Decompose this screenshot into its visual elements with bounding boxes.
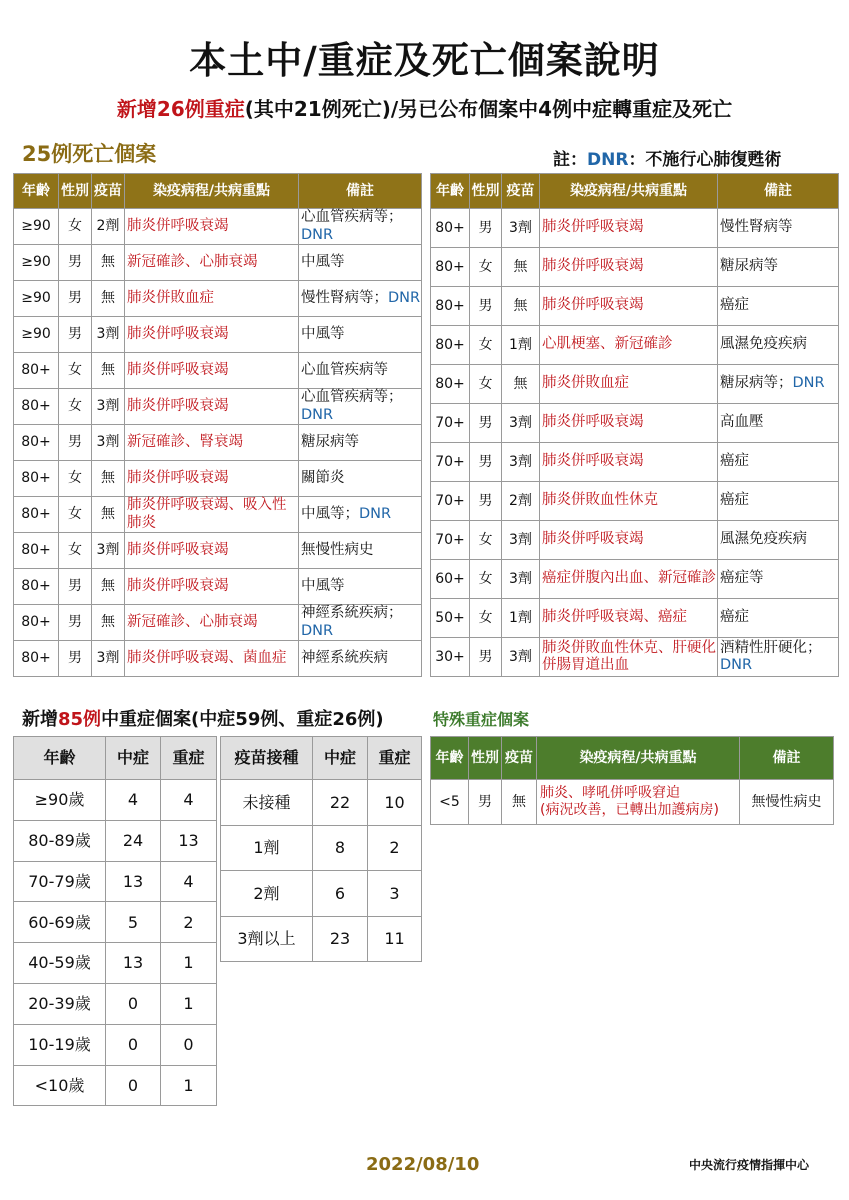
remark-cell bbox=[299, 353, 422, 389]
table-row bbox=[14, 425, 422, 461]
remark-cell: 無慢性病史 bbox=[740, 780, 834, 825]
vaccine-cell: 無 bbox=[502, 248, 540, 287]
vaccine-table-header bbox=[221, 737, 422, 780]
remark-cell bbox=[299, 569, 422, 605]
table-row bbox=[14, 389, 422, 425]
remark-text: 癌症 bbox=[720, 492, 749, 509]
death-section-title: 25例死亡個案 bbox=[22, 142, 157, 166]
column-header: 年齡 bbox=[14, 174, 59, 209]
vaccine-cell: 3劑 bbox=[502, 209, 540, 248]
table-row bbox=[431, 248, 839, 287]
remark-cell bbox=[299, 317, 422, 353]
moderate-count: 5 bbox=[106, 902, 161, 943]
subtitle-rest: (其中21例死亡)/另已公布個案中4例中症轉重症及死亡 bbox=[244, 97, 733, 121]
column-header: 重症 bbox=[368, 737, 422, 780]
table-row bbox=[14, 861, 217, 902]
table-row bbox=[431, 209, 839, 248]
remark-cell bbox=[718, 599, 839, 638]
column-header: 染疫病程/共病重點 bbox=[125, 174, 299, 209]
moderate-count: 13 bbox=[106, 861, 161, 902]
condition-cell: 肺炎併呼吸衰竭 bbox=[540, 287, 718, 326]
remark-cell bbox=[718, 248, 839, 287]
dnr-tag: DNR bbox=[792, 375, 825, 392]
row-label: 40-59歲 bbox=[14, 943, 106, 984]
column-header: 疫苗 bbox=[502, 737, 537, 780]
condition-cell: 肺炎併呼吸衰竭 bbox=[125, 353, 299, 389]
special-table-header bbox=[431, 737, 834, 780]
condition-cell: 肺炎併敗血症 bbox=[540, 365, 718, 404]
age-cell: 80+ bbox=[431, 248, 470, 287]
age-cell: ≥90 bbox=[14, 281, 59, 317]
table-row bbox=[431, 482, 839, 521]
remark-text: 糖尿病等 bbox=[720, 258, 778, 275]
subtitle-highlight: 新增26例重症 bbox=[116, 97, 245, 121]
severe-count: 2 bbox=[368, 825, 422, 871]
dnr-note bbox=[553, 145, 781, 170]
condition-cell: 肺炎併呼吸衰竭 bbox=[125, 569, 299, 605]
remark-text: 風濕免疫疾病 bbox=[720, 336, 807, 353]
table-row bbox=[14, 780, 217, 821]
age-cell: ≥90 bbox=[14, 317, 59, 353]
age-cell: 70+ bbox=[431, 482, 470, 521]
remark-cell bbox=[718, 521, 839, 560]
table-row bbox=[14, 569, 422, 605]
condition-cell: 肺炎併呼吸衰竭 bbox=[540, 404, 718, 443]
moderate-count: 0 bbox=[106, 983, 161, 1024]
sex-cell: 女 bbox=[59, 209, 92, 245]
condition-cell: 肺炎併敗血性休克、肝硬化併腸胃道出血 bbox=[540, 638, 718, 677]
vaccine-cell: 3劑 bbox=[92, 389, 125, 425]
table-row bbox=[221, 780, 422, 826]
death-table-left bbox=[13, 173, 422, 677]
severe-count: 11 bbox=[368, 916, 422, 962]
column-header: 中症 bbox=[313, 737, 368, 780]
sex-cell: 女 bbox=[470, 365, 502, 404]
remark-cell bbox=[718, 287, 839, 326]
table-row bbox=[221, 871, 422, 917]
remark-cell bbox=[299, 641, 422, 677]
vaccine-cell: 無 bbox=[92, 461, 125, 497]
sex-cell: 女 bbox=[470, 248, 502, 287]
severe-count: 3 bbox=[368, 871, 422, 917]
sex-cell: 男 bbox=[470, 482, 502, 521]
row-label: 20-39歲 bbox=[14, 983, 106, 1024]
sex-cell: 女 bbox=[59, 461, 92, 497]
remark-cell bbox=[299, 605, 422, 641]
dnr-tag: DNR bbox=[388, 289, 421, 306]
remark-cell bbox=[299, 209, 422, 245]
table-row bbox=[14, 902, 217, 943]
moderate-count: 23 bbox=[313, 916, 368, 962]
remark-cell bbox=[718, 209, 839, 248]
vaccine-cell: 1劑 bbox=[502, 599, 540, 638]
dnr-tag: DNR bbox=[301, 226, 334, 243]
column-header: 疫苗 bbox=[92, 174, 125, 209]
remark-cell bbox=[299, 533, 422, 569]
sex-cell: 男 bbox=[470, 287, 502, 326]
vaccine-cell: 3劑 bbox=[502, 404, 540, 443]
age-cell: <5 bbox=[431, 780, 469, 825]
dnr-tag: DNR bbox=[359, 505, 392, 522]
moderate-count: 22 bbox=[313, 780, 368, 826]
sex-cell: 男 bbox=[59, 317, 92, 353]
vaccine-cell: 3劑 bbox=[92, 317, 125, 353]
column-header: 備註 bbox=[740, 737, 834, 780]
age-cell: 80+ bbox=[14, 425, 59, 461]
age-cell: 80+ bbox=[431, 287, 470, 326]
row-label: 10-19歲 bbox=[14, 1024, 106, 1065]
condition-cell: 肺炎併呼吸衰竭 bbox=[125, 533, 299, 569]
remark-cell bbox=[299, 425, 422, 461]
vaccine-cell: 無 bbox=[502, 780, 537, 825]
condition-cell: 肺炎併呼吸衰竭、菌血症 bbox=[125, 641, 299, 677]
vaccine-cell: 無 bbox=[92, 281, 125, 317]
remark-text: 癌症 bbox=[720, 453, 749, 470]
row-label: 60-69歲 bbox=[14, 902, 106, 943]
severe-count: 4 bbox=[161, 861, 217, 902]
age-cell: 30+ bbox=[431, 638, 470, 677]
remark-text: 癌症 bbox=[720, 297, 749, 314]
sex-cell: 男 bbox=[470, 443, 502, 482]
summary-count: 85例 bbox=[58, 709, 102, 730]
dnr-tag: DNR bbox=[720, 657, 753, 673]
severe-count: 2 bbox=[161, 902, 217, 943]
condition-cell: 肺炎併呼吸衰竭 bbox=[540, 443, 718, 482]
table-row bbox=[431, 780, 834, 825]
column-header: 染疫病程/共病重點 bbox=[540, 174, 718, 209]
vaccine-cell: 無 bbox=[502, 365, 540, 404]
vaccine-table bbox=[220, 736, 422, 962]
remark-cell bbox=[299, 497, 422, 533]
sex-cell: 女 bbox=[470, 326, 502, 365]
table-row bbox=[431, 404, 839, 443]
moderate-count: 13 bbox=[106, 943, 161, 984]
severe-count: 10 bbox=[368, 780, 422, 826]
age-cell: 80+ bbox=[431, 365, 470, 404]
severe-count: 0 bbox=[161, 1024, 217, 1065]
vaccine-cell: 3劑 bbox=[502, 560, 540, 599]
note-text: ：不施行心肺復甦術 bbox=[628, 150, 782, 170]
column-header: 備註 bbox=[299, 174, 422, 209]
condition-cell: 肺炎併呼吸衰竭 bbox=[125, 461, 299, 497]
organization-name: 中央流行疫情指揮中心 bbox=[689, 1158, 810, 1172]
condition-cell: 肺炎併呼吸衰竭 bbox=[540, 521, 718, 560]
condition-cell: 癌症併腹內出血、新冠確診 bbox=[540, 560, 718, 599]
age-cell: 80+ bbox=[14, 353, 59, 389]
note-dnr: DNR bbox=[587, 150, 629, 170]
severe-count: 1 bbox=[161, 983, 217, 1024]
condition-cell: 肺炎併呼吸衰竭、吸入性肺炎 bbox=[125, 497, 299, 533]
column-header: 疫苗接種 bbox=[221, 737, 313, 780]
row-label: ≥90歲 bbox=[14, 780, 106, 821]
sex-cell: 男 bbox=[59, 425, 92, 461]
remark-cell bbox=[718, 638, 839, 677]
sex-cell: 男 bbox=[470, 209, 502, 248]
sex-cell: 女 bbox=[470, 521, 502, 560]
column-header: 性別 bbox=[470, 174, 502, 209]
remark-text: 關節炎 bbox=[301, 469, 345, 486]
table-row bbox=[431, 326, 839, 365]
age-cell: 80+ bbox=[14, 461, 59, 497]
remark-cell bbox=[718, 482, 839, 521]
remark-text: 中風等 bbox=[301, 325, 345, 342]
table-row bbox=[431, 521, 839, 560]
row-label: 80-89歲 bbox=[14, 820, 106, 861]
severe-count: 13 bbox=[161, 820, 217, 861]
remark-cell bbox=[299, 281, 422, 317]
column-header: 備註 bbox=[718, 174, 839, 209]
sex-cell: 男 bbox=[59, 641, 92, 677]
table-row bbox=[221, 825, 422, 871]
death-table-header bbox=[431, 174, 839, 209]
column-header: 中症 bbox=[106, 737, 161, 780]
table-row bbox=[14, 820, 217, 861]
column-header: 性別 bbox=[469, 737, 502, 780]
moderate-count: 6 bbox=[313, 871, 368, 917]
table-row bbox=[431, 287, 839, 326]
dnr-tag: DNR bbox=[301, 622, 334, 639]
report-date: 2022/08/10 bbox=[366, 1154, 480, 1175]
vaccine-cell: 無 bbox=[92, 605, 125, 641]
condition-cell: 肺炎併敗血症 bbox=[125, 281, 299, 317]
table-row bbox=[431, 560, 839, 599]
remark-cell bbox=[718, 326, 839, 365]
moderate-count: 4 bbox=[106, 780, 161, 821]
condition-cell: 新冠確診、心肺衰竭 bbox=[125, 245, 299, 281]
remark-text: 心血管疾病等； bbox=[301, 209, 403, 226]
moderate-count: 8 bbox=[313, 825, 368, 871]
condition-note: (病況改善，已轉出加護病房) bbox=[540, 802, 719, 818]
condition-cell: 肺炎併呼吸衰竭 bbox=[540, 248, 718, 287]
vaccine-cell: 3劑 bbox=[502, 443, 540, 482]
vaccine-cell: 2劑 bbox=[502, 482, 540, 521]
moderate-count: 0 bbox=[106, 1024, 161, 1065]
age-cell: 60+ bbox=[431, 560, 470, 599]
table-row bbox=[221, 916, 422, 962]
page-subtitle bbox=[0, 93, 849, 122]
column-header: 重症 bbox=[161, 737, 217, 780]
remark-text: 神經系統疾病 bbox=[301, 649, 388, 666]
age-cell: 50+ bbox=[431, 599, 470, 638]
death-table-right bbox=[430, 173, 839, 677]
table-row bbox=[14, 281, 422, 317]
age-table-header bbox=[14, 737, 217, 780]
remark-cell bbox=[718, 560, 839, 599]
remark-text: 糖尿病等； bbox=[720, 375, 793, 392]
table-row bbox=[431, 365, 839, 404]
sex-cell: 男 bbox=[59, 605, 92, 641]
age-cell: 70+ bbox=[431, 521, 470, 560]
vaccine-cell: 2劑 bbox=[92, 209, 125, 245]
sex-cell: 女 bbox=[59, 353, 92, 389]
remark-text: 心血管疾病等； bbox=[301, 389, 403, 406]
vaccine-cell: 無 bbox=[92, 245, 125, 281]
remark-text: 酒精性肝硬化； bbox=[720, 639, 822, 656]
moderate-count: 0 bbox=[106, 1065, 161, 1106]
column-header: 年齡 bbox=[14, 737, 106, 780]
remark-text: 癌症 bbox=[720, 609, 749, 626]
column-header: 性別 bbox=[59, 174, 92, 209]
row-label: 3劑以上 bbox=[221, 916, 313, 962]
dnr-tag: DNR bbox=[301, 406, 334, 423]
table-row bbox=[14, 209, 422, 245]
remark-text: 中風等 bbox=[301, 253, 345, 270]
table-row bbox=[14, 245, 422, 281]
condition-cell: 心肌梗塞、新冠確診 bbox=[540, 326, 718, 365]
table-row bbox=[431, 638, 839, 677]
condition-cell: 肺炎併呼吸衰竭 bbox=[125, 209, 299, 245]
sex-cell: 男 bbox=[59, 569, 92, 605]
remark-text: 無慢性病史 bbox=[301, 541, 374, 558]
remark-cell bbox=[718, 365, 839, 404]
condition-cell: 肺炎併敗血性休克 bbox=[540, 482, 718, 521]
death-table-header bbox=[14, 174, 422, 209]
sex-cell: 男 bbox=[469, 780, 502, 825]
vaccine-cell: 無 bbox=[92, 569, 125, 605]
table-row bbox=[431, 443, 839, 482]
condition-cell: 肺炎併呼吸衰竭、癌症 bbox=[540, 599, 718, 638]
column-header: 染疫病程/共病重點 bbox=[537, 737, 740, 780]
remark-text: 心血管疾病等 bbox=[301, 361, 388, 378]
sex-cell: 男 bbox=[59, 245, 92, 281]
vaccine-cell: 無 bbox=[92, 353, 125, 389]
page-title: 本土中/重症及死亡個案說明 bbox=[189, 39, 660, 82]
sex-cell: 男 bbox=[59, 281, 92, 317]
vaccine-cell: 3劑 bbox=[92, 533, 125, 569]
severe-count: 1 bbox=[161, 1065, 217, 1106]
table-row bbox=[14, 353, 422, 389]
sex-cell: 女 bbox=[470, 560, 502, 599]
summary-title bbox=[22, 705, 384, 731]
remark-cell bbox=[718, 443, 839, 482]
row-label: 2劑 bbox=[221, 871, 313, 917]
age-cell: ≥90 bbox=[14, 209, 59, 245]
table-row bbox=[14, 1024, 217, 1065]
age-cell: 80+ bbox=[431, 326, 470, 365]
sex-cell: 女 bbox=[59, 389, 92, 425]
row-label: 70-79歲 bbox=[14, 861, 106, 902]
remark-text: 慢性腎病等 bbox=[720, 219, 793, 236]
sex-cell: 女 bbox=[59, 533, 92, 569]
table-row bbox=[14, 461, 422, 497]
age-cell: 80+ bbox=[14, 569, 59, 605]
summary-suffix: 中重症個案(中症59例、重症26例) bbox=[101, 709, 384, 730]
condition-cell: 新冠確診、腎衰竭 bbox=[125, 425, 299, 461]
condition-line: 肺炎、哮吼併呼吸窘迫 bbox=[540, 785, 680, 802]
remark-text: 癌症等 bbox=[720, 570, 764, 587]
special-case-table bbox=[430, 736, 834, 825]
sex-cell: 男 bbox=[470, 638, 502, 677]
moderate-count: 24 bbox=[106, 820, 161, 861]
remark-text: 高血壓 bbox=[720, 414, 764, 431]
column-header: 年齡 bbox=[431, 174, 470, 209]
row-label: 1劑 bbox=[221, 825, 313, 871]
severe-count: 4 bbox=[161, 780, 217, 821]
age-cell: ≥90 bbox=[14, 245, 59, 281]
remark-cell bbox=[299, 389, 422, 425]
note-prefix: 註： bbox=[553, 150, 587, 170]
row-label: <10歲 bbox=[14, 1065, 106, 1106]
age-cell: 80+ bbox=[14, 641, 59, 677]
table-row bbox=[14, 533, 422, 569]
vaccine-cell: 無 bbox=[92, 497, 125, 533]
remark-text: 神經系統疾病； bbox=[301, 605, 403, 622]
table-row bbox=[14, 497, 422, 533]
age-cell: 70+ bbox=[431, 443, 470, 482]
vaccine-cell: 3劑 bbox=[92, 425, 125, 461]
vaccine-cell: 3劑 bbox=[502, 638, 540, 677]
remark-cell bbox=[299, 245, 422, 281]
sex-cell: 男 bbox=[470, 404, 502, 443]
remark-cell bbox=[299, 461, 422, 497]
age-cell: 80+ bbox=[14, 389, 59, 425]
remark-text: 中風等； bbox=[301, 505, 359, 522]
condition-cell: 新冠確診、心肺衰竭 bbox=[125, 605, 299, 641]
special-title: 特殊重症個案 bbox=[433, 710, 530, 729]
condition-cell bbox=[537, 780, 740, 825]
vaccine-cell: 3劑 bbox=[502, 521, 540, 560]
row-label: 未接種 bbox=[221, 780, 313, 826]
sex-cell: 女 bbox=[59, 497, 92, 533]
table-row bbox=[14, 1065, 217, 1106]
age-cell: 80+ bbox=[14, 605, 59, 641]
remark-cell bbox=[718, 404, 839, 443]
age-cell: 70+ bbox=[431, 404, 470, 443]
severe-count: 1 bbox=[161, 943, 217, 984]
column-header: 年齡 bbox=[431, 737, 469, 780]
sex-cell: 女 bbox=[470, 599, 502, 638]
condition-cell: 肺炎併呼吸衰竭 bbox=[125, 389, 299, 425]
table-row bbox=[14, 317, 422, 353]
remark-text: 慢性腎病等； bbox=[301, 289, 388, 306]
table-row bbox=[14, 641, 422, 677]
vaccine-cell: 1劑 bbox=[502, 326, 540, 365]
remark-text: 糖尿病等 bbox=[301, 433, 359, 450]
table-row bbox=[14, 983, 217, 1024]
condition-cell: 肺炎併呼吸衰竭 bbox=[540, 209, 718, 248]
remark-text: 風濕免疫疾病 bbox=[720, 531, 807, 548]
vaccine-cell: 無 bbox=[502, 287, 540, 326]
age-cell: 80+ bbox=[14, 533, 59, 569]
vaccine-cell: 3劑 bbox=[92, 641, 125, 677]
column-header: 疫苗 bbox=[502, 174, 540, 209]
table-row bbox=[14, 943, 217, 984]
condition-cell: 肺炎併呼吸衰竭 bbox=[125, 317, 299, 353]
table-row bbox=[431, 599, 839, 638]
table-row bbox=[14, 605, 422, 641]
age-table bbox=[13, 736, 217, 1106]
summary-prefix: 新增 bbox=[22, 709, 58, 730]
remark-text: 中風等 bbox=[301, 577, 345, 594]
age-cell: 80+ bbox=[431, 209, 470, 248]
age-cell: 80+ bbox=[14, 497, 59, 533]
